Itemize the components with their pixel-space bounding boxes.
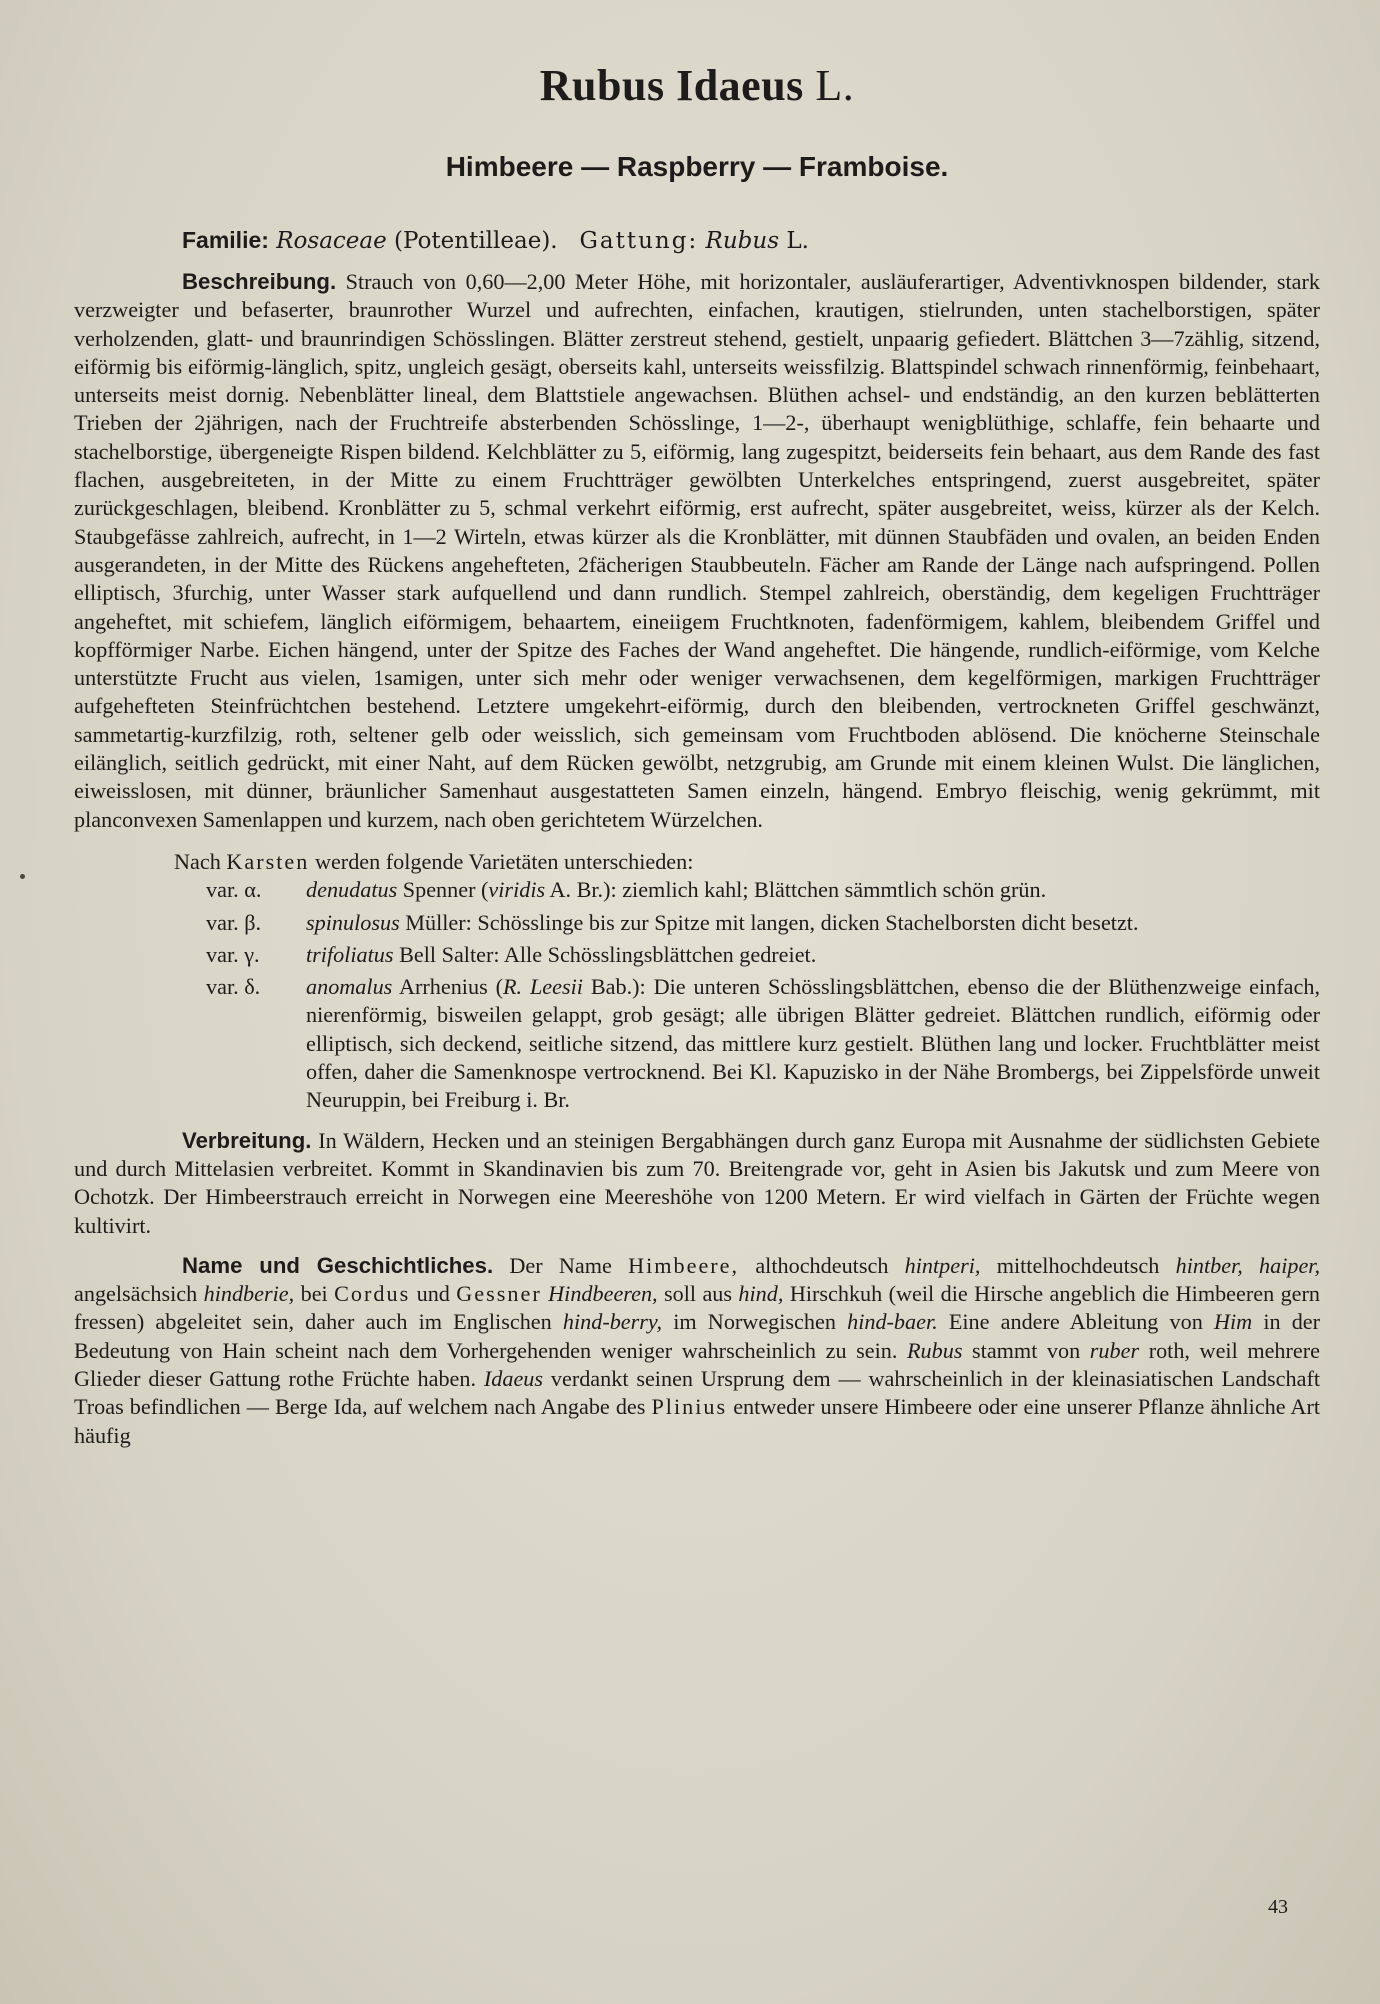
- familie-label: Familie:: [182, 227, 269, 253]
- tribe-name: (Potentilleae).: [394, 228, 558, 254]
- varieties-intro-post: werden folgende Varietäten unterschieden:: [314, 848, 694, 874]
- distribution-text: In Wäldern, Hecken und an steinigen Bergabhängen durch ganz Europa mit Ausnahme der südlichsten Gebiete und durch Mittelasien verbreitet. Kommt in Skandinavien bis zum 70. Breitengrade vor, geht in Asien bis Jakutsk und zum Meere von Ochotzk. Der Himbeerstrauch erreicht in Norwegen eine Meereshöhe von 1200 Metern. Er wird vielfach in Gärten der Früchte wegen kultivirt.: [74, 1127, 1320, 1238]
- variety-name: anomalus: [306, 974, 393, 1000]
- variety-author: Arrhenius (: [398, 974, 503, 1000]
- species-author: L.: [815, 61, 855, 110]
- name-hindberie: hindberie,: [203, 1281, 295, 1307]
- distribution-heading: Verbreitung.: [182, 1127, 312, 1153]
- name-text: im Norwegischen: [673, 1309, 836, 1335]
- variety-description: A. Br.): ziemlich kahl; Blättchen sämmtlich schön grün.: [549, 877, 1047, 903]
- page-number: 43: [1268, 1896, 1288, 1918]
- name-text: roth, weil mehrere Glieder dieser Gattung rothe Früchte haben.: [74, 1337, 1320, 1391]
- variety-description: Müller: Schösslinge bis zur Spitze mit langen, dicken Stachelborsten dicht besetzt.: [405, 909, 1139, 935]
- name-him: Him: [1213, 1309, 1253, 1335]
- name-text: mittelhochdeutsch: [996, 1252, 1160, 1278]
- variety-description: Bab.): Die unteren Schösslingsblättchen, ebenso die der Blüthenzweige einfach, nierenförmig, bisweilen gelappt, grob gesägt; alle übrigen Blätter gedreiet. Blättchen rundlich, eiförmig oder elliptisch, sich deckend, seitliche sitzend, das mittlere kurz gestielt. Blüthen lang und locker. Fruchtblätter meist offen, daher die Samenknospe vertrocknend. Bei Kl. Kapuzisko in der Nähe Brombergs, bei Zippelsförde unweit Neuruppin, bei Freiburg i. Br.: [306, 974, 1321, 1113]
- variety-label: var. α.: [206, 877, 262, 903]
- variety-label: var. δ.: [206, 974, 261, 1000]
- name-ruber: ruber: [1089, 1337, 1140, 1363]
- variety-item: [74, 909, 1320, 937]
- variety-item: [74, 973, 1320, 1114]
- name-hindbeeren: Hindbeeren,: [548, 1281, 658, 1307]
- name-text: bei: [300, 1281, 328, 1307]
- variety-label: var. γ.: [206, 941, 260, 967]
- name-text: angelsächsich: [74, 1281, 198, 1307]
- name-text: Hirschkuh (weil die Hirsche angeblich die Himbeeren gern fressen) abgeleitet sein, daher auch im Englischen: [74, 1281, 1321, 1335]
- species-name: Rubus Idaeus: [539, 61, 804, 110]
- name-himbeere: Himbeere,: [628, 1252, 740, 1278]
- variety-synonym: R. Leesii: [502, 974, 583, 1000]
- variety-item: [74, 876, 1320, 904]
- name-text: stammt von: [972, 1337, 1081, 1363]
- variety-synonym: viridis: [488, 877, 546, 903]
- variety-description: Bell Salter: Alle Schösslingsblättchen gedreiet.: [399, 941, 817, 967]
- gattung-label: Gattung:: [579, 228, 699, 254]
- name-hintber: hintber, haiper,: [1175, 1252, 1321, 1278]
- name-hind-berry: hind-berry,: [562, 1309, 663, 1335]
- name-idaeus: Idaeus: [483, 1365, 544, 1391]
- variety-label: var. β.: [206, 909, 262, 935]
- common-names: Himbeere — Raspberry — Framboise.: [445, 151, 949, 182]
- name-text: soll aus: [664, 1281, 733, 1307]
- page-title: [74, 60, 1320, 111]
- name-cordus: Cordus: [334, 1281, 411, 1307]
- page-content: [74, 60, 1320, 1450]
- genus-author: L.: [786, 228, 809, 254]
- variety-name: spinulosus: [306, 909, 400, 935]
- name-plinius: Plinius: [651, 1394, 728, 1420]
- name-rubus: Rubus: [906, 1337, 963, 1363]
- name-text: verdankt seinen Ursprung dem — wahrscheinlich in der kleinasiatischen Landschaft Troas befindlichen — Berge Ida, auf welchem nach Angabe des: [74, 1365, 1321, 1420]
- name-history-paragraph: [74, 1252, 1320, 1450]
- name-gessner: Gessner: [456, 1281, 542, 1307]
- name-hintperi: hintperi,: [904, 1252, 981, 1278]
- varieties-intro-pre: Nach: [174, 848, 221, 874]
- name-hind: hind,: [738, 1281, 784, 1307]
- name-hind-baer: hind-baer.: [847, 1309, 938, 1335]
- name-text: Eine andere Ableitung von: [948, 1309, 1203, 1335]
- name-text: und: [416, 1281, 450, 1307]
- description-paragraph: [74, 268, 1320, 834]
- varieties-intro: [74, 848, 1320, 876]
- description-heading: Beschreibung.: [182, 269, 337, 294]
- varieties-intro-karsten: Karsten: [226, 848, 310, 874]
- name-text: entweder unsere Himbeere oder eine unserer Pflanze ähnliche Art häufig: [74, 1394, 1321, 1448]
- variety-name: trifoliatus: [306, 941, 394, 967]
- distribution-paragraph: [74, 1127, 1320, 1240]
- family-line: [182, 227, 1320, 254]
- name-text: Der Name: [509, 1252, 612, 1278]
- genus-name: Rubus: [705, 228, 780, 254]
- variety-name: denudatus: [306, 877, 398, 903]
- variety-author: Spenner (: [402, 877, 489, 903]
- description-text: Strauch von 0,60—2,00 Meter Höhe, mit horizontaler, ausläuferartiger, Adventivknospen bildender, stark verzweigter und befaserter, braunrother Wurzel und aufrechten, einfachen, krautigen, stielrunden, unten stachelborstigen, später verholzenden, glatt- und braunrindigen Schösslingen. Blätter zerstreut stehend, gestielt, unpaarig gefiedert. Blättchen 3—7zählig, sitzend, eiförmig bis eiförmig-länglich, spitz, ungleich gesägt, oberseits kahl, unterseits weissfilzig. Blattspindel schwach rinnenförmig, feinbehaart, unterseits meist dornig. Nebenblätter lineal, dem Blattstiele angewachsen. Blüthen achsel- und endständig, an den kurzen beblätterten Trieben der 2jährigen, nach der Fruchtreife absterbenden Schösslinge, 1—2-, überhaupt wenigblüthige, schlaffe, fein behaarte und stachelborstige, übergeneigte Rispen bildend. Kelchblätter zu 5, eiförmig, lang zugespitzt, beiderseits fein behaart, aus dem Rande des fast flachen, ausgebreiteten, in der Mitte zu einem Fruchtträger gewölbten Unterkelches entspringend, zuerst ausgebreitet, später zurückgeschlagen, bleibend. Kronblätter zu 5, schmal verkehrt eiförmig, erst aufrecht, später ausgebreitet, weiss, kürzer als der Kelch. Staubgefässe zahlreich, aufrecht, in 1—2 Wirteln, etwas kürzer als die Kronblätter, mit dünnen Staubfäden und ovalen, an beiden Enden ausgerandeten, in der Mitte des Rückens angehefteten, 2fächerigen Staubbeuteln. Fächer am Rande der Länge nach aufspringend. Pollen elliptisch, 3furchig, unter Wasser stark aufquellend und dann rundlich. Stempel zahlreich, oberständig, dem kegeligen Fruchtträger angeheftet, mit schiefem, länglich eiförmigem, behaartem, eineiigem Fruchtknoten, fadenförmigem, kahlem, bleibendem Griffel und kopfförmiger Narbe. Eichen hängend, unter der Spitze des Faches der Wand angeheftet. Die hängende, rundlich-eiförmige, vom Kelche unterstützte Frucht aus vielen, 1samigen, unter sich mehr oder weniger verwachsenen, dem kegelförmigen, markigen Fruchtträger aufgehefteten Steinfrüchtchen bestehend. Letztere umgekehrt-eiförmig, durch den bleibenden, vertrockneten Griffel geschwänzt, sammetartig-kurzfilzig, roth, seltener gelb oder weisslich, sich gemeinsam vom Fruchtboden ablösend. Die knöcherne Steinschale eilänglich, seitlich gedrückt, mit einer Naht, auf dem Rücken gewölbt, netzgrubig, am Grunde mit einem kleinen Wulst. Die länglichen, eiweisslosen, mit dünner, bräunlicher Samenhaut ausgestatteten Samen einzeln, hängend. Embryo fleischig, wenig gekrümmt, mit planconvexen Samenlappen und kurzem, nach oben gerichtetem Würzelchen.: [74, 269, 1321, 832]
- print-speck: [20, 874, 25, 879]
- variety-item: [74, 941, 1320, 969]
- name-text: in der Bedeutung von Hain scheint nach dem Vorhergehenden weniger wahrscheinlich zu sein.: [74, 1309, 1321, 1363]
- name-text: althochdeutsch: [755, 1252, 889, 1278]
- family-name: Rosaceae: [276, 228, 387, 254]
- name-history-heading: Name und Geschichtliches.: [182, 1252, 494, 1278]
